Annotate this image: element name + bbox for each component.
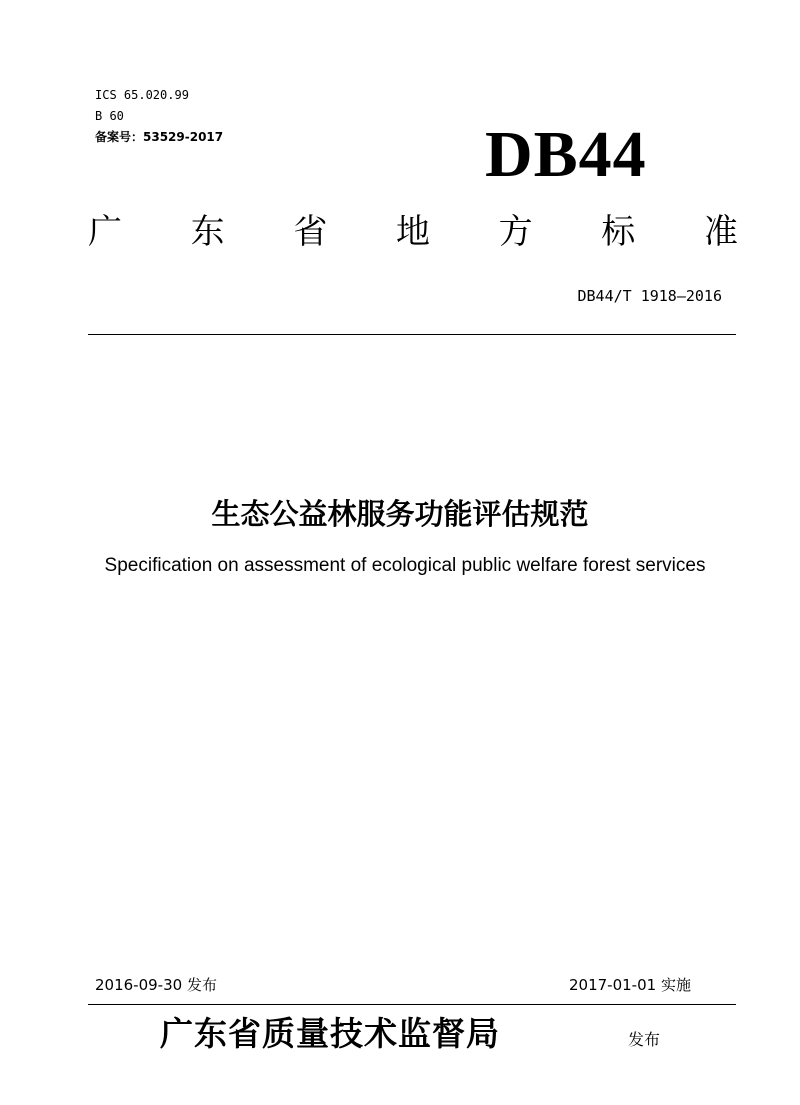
standard-code-mark: DB44 — [485, 118, 647, 191]
issue-label: 发布 — [628, 1030, 661, 1049]
footer-divider — [88, 1004, 736, 1005]
standard-type-char: 地 — [395, 212, 430, 252]
standard-type-char: 方 — [498, 212, 533, 252]
document-title-en: Specification on assessment of ecological public welfare forest services — [104, 555, 706, 576]
implementation-date: 2017-01-01 实施 — [569, 976, 691, 994]
standard-type-char: 准 — [703, 212, 738, 252]
issue-date: 2016-09-30 发布 — [95, 976, 217, 994]
header-divider — [88, 334, 736, 335]
ics-code: ICS 65.020.99 — [95, 88, 189, 102]
filing-number: 备案号：53529-2017 — [95, 130, 224, 144]
issuing-authority: 广东省质量技术监督局 — [160, 1014, 500, 1053]
standard-type-char: 东 — [190, 212, 225, 252]
standard-type-char: 省 — [293, 212, 328, 252]
standard-number: DB44/T 1918—2016 — [577, 287, 722, 305]
ccs-code: B 60 — [95, 109, 124, 123]
document-title-cn: 生态公益林服务功能评估规范 — [211, 497, 589, 531]
standard-type-title — [88, 212, 738, 252]
standard-type-char: 广 — [88, 212, 122, 252]
standard-type-char: 标 — [601, 212, 636, 252]
